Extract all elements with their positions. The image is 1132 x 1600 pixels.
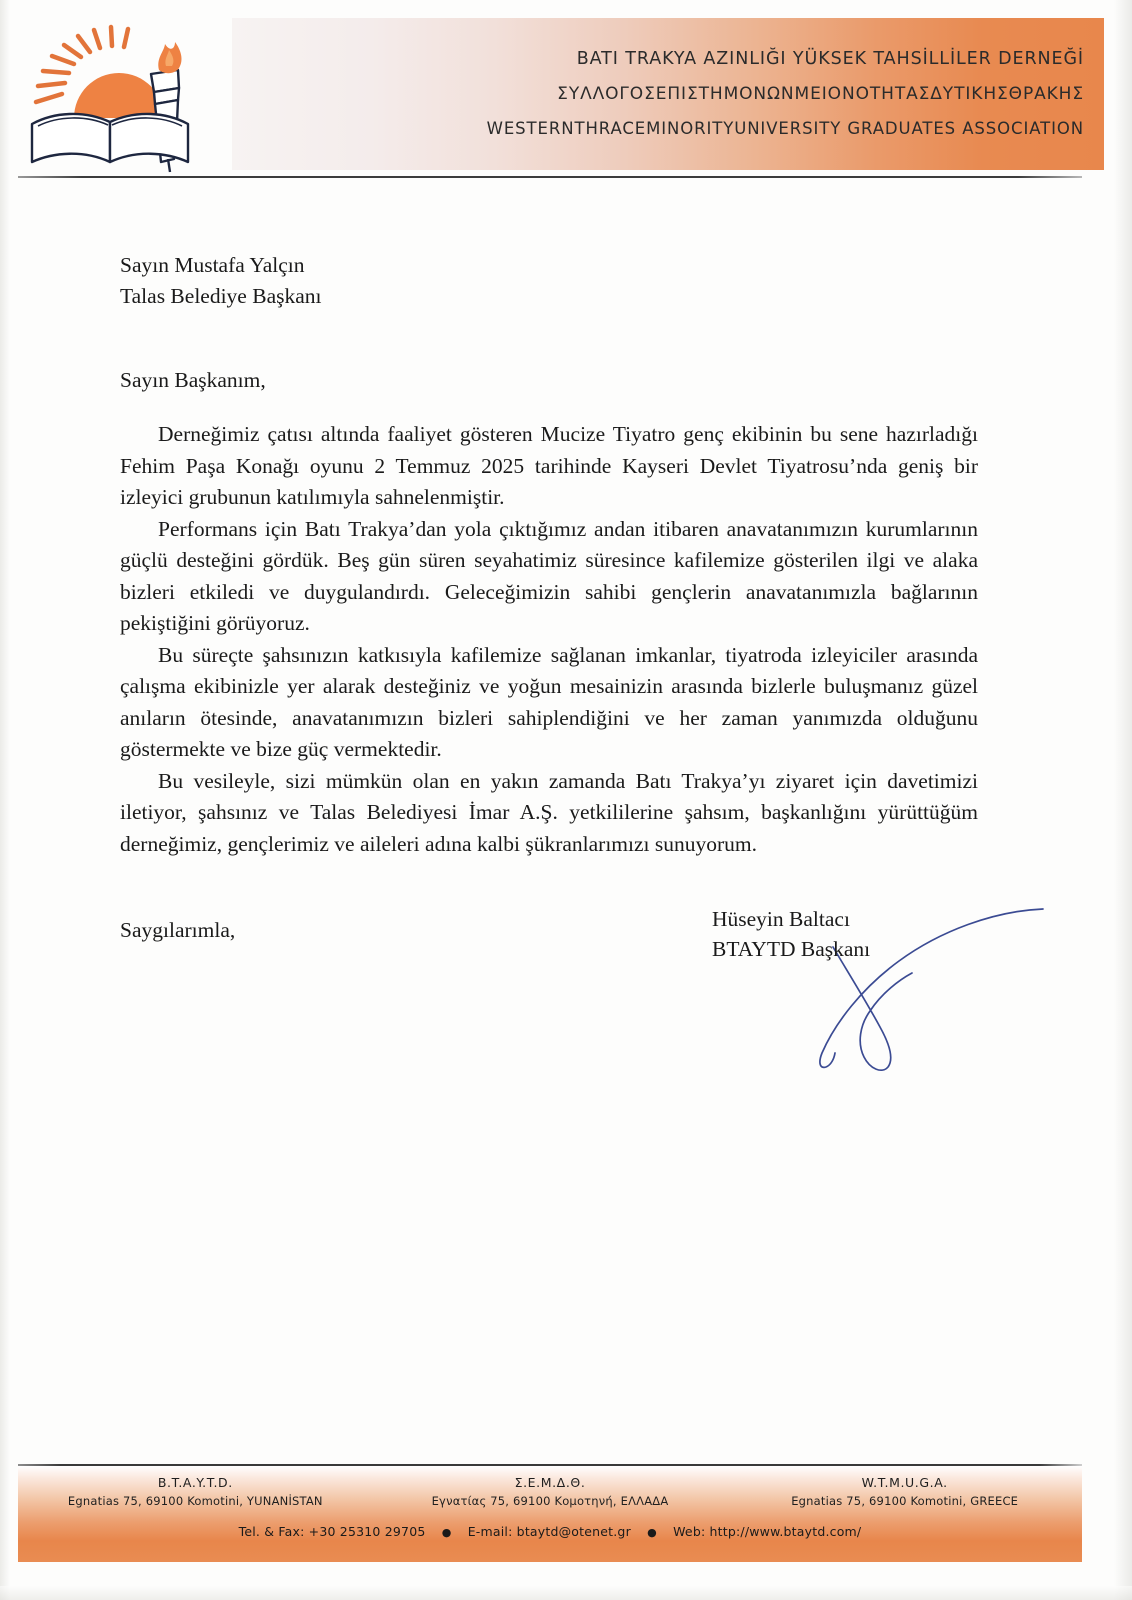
recipient-title: Talas Belediye Başkanı	[120, 284, 322, 309]
signer-title: BTAYTD Başkanı	[712, 936, 871, 961]
letterhead-footer	[18, 1464, 1082, 1562]
footer-telephone: Tel. & Fax: +30 25310 29705	[238, 1524, 426, 1539]
footer-abbr: W.T.M.U.G.A.	[861, 1475, 948, 1490]
scan-edge-left	[0, 0, 10, 1600]
header-title-english: WESTERNTHRACEMINORITYUNIVERSITY GRADUATES ASSOCIATION	[486, 119, 1084, 138]
footer-email[interactable]: E-mail: btaytd@otenet.gr	[467, 1524, 631, 1539]
footer-column-greek	[373, 1474, 728, 1510]
footer-abbr: Σ.Ε.Μ.Δ.Θ.	[514, 1475, 586, 1490]
footer-band	[18, 1466, 1082, 1562]
letterhead-header	[0, 0, 1132, 182]
sun-book-torch-icon	[18, 14, 218, 174]
letter-body	[120, 250, 978, 943]
header-divider-rule	[18, 176, 1082, 178]
letterhead-banner	[232, 18, 1104, 170]
paragraph: Bu süreçte şahsınızın katkısıyla kafilemize sağlanan imkanlar, tiyatroda izleyiciler arasında çalışma ekibinizle yer alarak desteğiniz ve yoğun mesainizin arasında bizlerle buluşmanız güzel anıların ötesinde, anavatanımızın bizleri sahiplendiğini ve her zaman yanımızda olduğunu göstermekte ve bize güç vermektedir.	[120, 642, 978, 762]
footer-address: Egnatias 75, 69100 Komotini, GREECE	[791, 1493, 1019, 1508]
letter-paragraphs	[120, 419, 978, 860]
paragraph: Bu vesileyle, sizi mümkün olan en yakın zamanda Batı Trakya’yı ziyaret için davetimizi iletiyor, şahsınız ve Talas Belediyesi İmar A.Ş. yetkililerine şahsım, başkanlığını yürüttüğüm derneğimiz, gençlerimiz ve aileleri adına kalbi şükranlarımızı sunuyorum.	[120, 768, 978, 856]
scan-edge-right	[1114, 0, 1132, 1600]
footer-contact-line	[18, 1524, 1082, 1539]
footer-separator-icon: ●	[441, 1526, 452, 1539]
footer-address: Εγνατίας 75, 69100 Κομοτηνή, ΕΛΛΑΔΑ	[431, 1493, 669, 1508]
header-title-turkish: BATI TRAKYA AZINLIĞI YÜKSEK TAHSİLLİLER DERNEĞİ	[576, 48, 1084, 69]
footer-address: Egnatias 75, 69100 Komotini, YUNANİSTAN	[67, 1493, 323, 1508]
footer-separator-icon: ●	[647, 1526, 657, 1539]
recipient-block	[120, 250, 978, 312]
recipient-name: Sayın Mustafa Yalçın	[120, 253, 305, 277]
signer-name: Hüseyin Baltacı	[712, 907, 850, 931]
footer-column-english	[727, 1474, 1082, 1510]
signature-block	[712, 905, 1052, 1085]
footer-columns	[18, 1466, 1082, 1510]
header-title-greek: ΣΥΛΛΟΓΟΣΕΠΙΣΤΗΜΟΝΩΝΜΕΙΟΝΟΤΗΤΑΣΔΥΤΙΚΗΣΘΡΑΚΗΣ	[557, 84, 1084, 104]
footer-abbr: B.T.A.Y.T.D.	[157, 1475, 233, 1490]
paragraph: Performans için Batı Trakya’dan yola çıktığımız andan itibaren anavatanımızın kurumlarının güçlü desteğini gördük. Beş gün süren seyahatimiz süresince kafilemize gösterilen ilgi ve alaka bizleri etkiledi ve duygulandırdı. Geleceğimizin sahibi gençlerin anavatanımızla bağlarının pekiştiğini görüyoruz.	[120, 516, 978, 636]
paragraph: Derneğimiz çatısı altında faaliyet gösteren Mucize Tiyatro genç ekibinin bu sene hazırladığı Fehim Paşa Konağı oyunu 2 Temmuz 2025 tarihinde Kayseri Devlet Tiyatrosu’nda geniş bir izleyici grubunun katılımıyla sahnelenmiştir.	[120, 422, 978, 510]
salutation: Sayın Başkanım,	[120, 368, 266, 393]
footer-column-turkish	[18, 1474, 373, 1510]
scan-edge-bottom	[0, 1586, 1132, 1600]
footer-website[interactable]: Web: http://www.btaytd.com/	[673, 1524, 862, 1539]
organization-logo	[18, 14, 218, 174]
closing-salutation: Saygılarımla,	[120, 918, 236, 943]
